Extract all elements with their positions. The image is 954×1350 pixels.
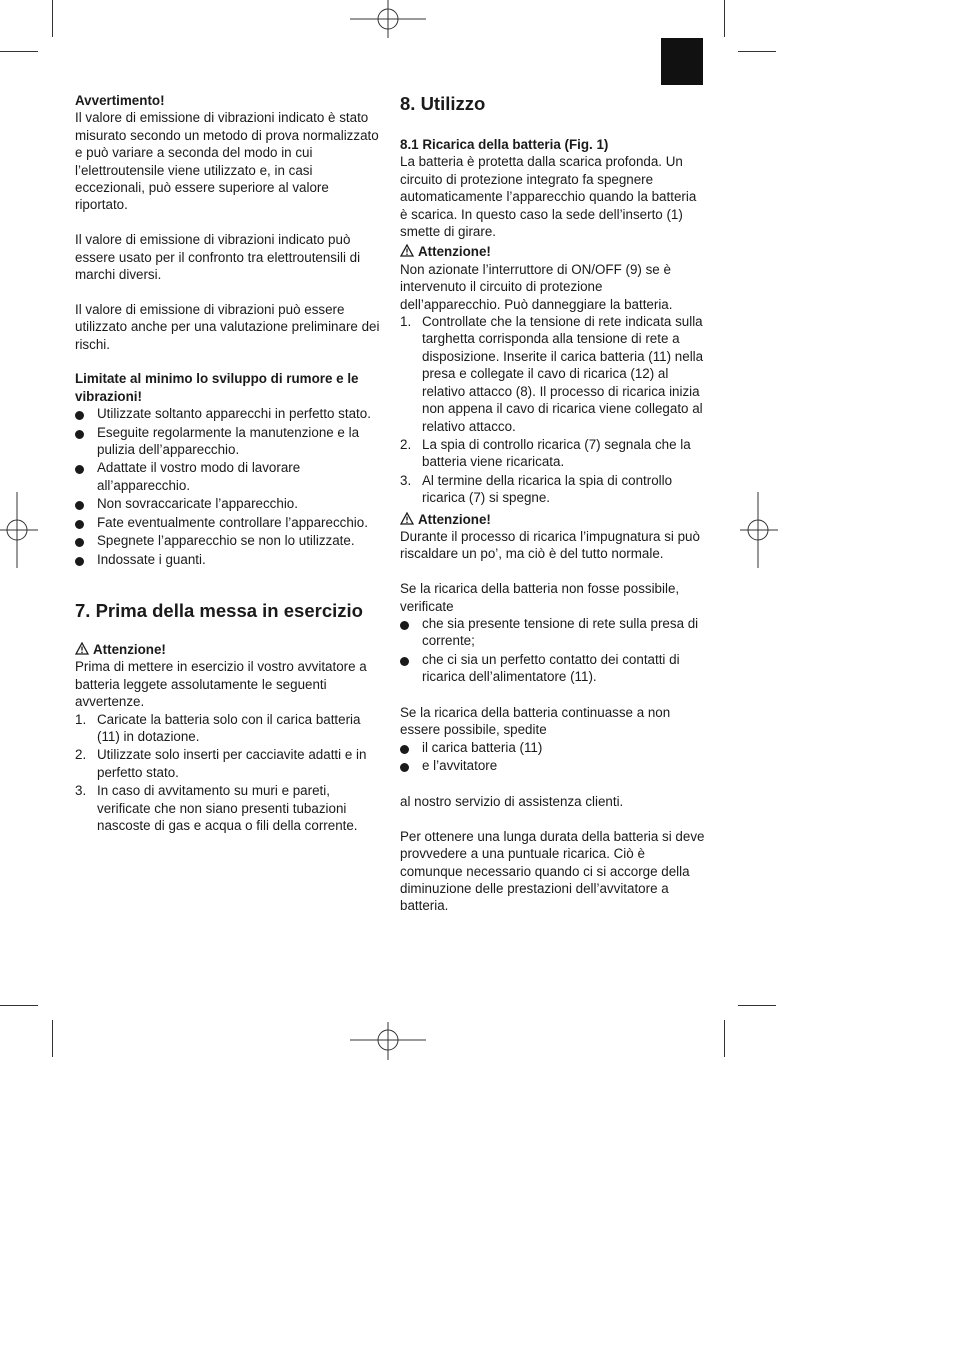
registration-mark-icon: [348, 1020, 428, 1060]
list-item: 2. La spia di controllo ricarica (7) segnala che la batteria viene ricaricata.: [400, 436, 691, 470]
bullet-icon: [75, 520, 84, 529]
send-list: [400, 739, 705, 775]
bullet-icon: [75, 538, 84, 547]
list-item: 2. Utilizzate solo inserti per cacciavite adatti e in perfetto stato.: [75, 747, 367, 780]
paragraph: Il valore di emissione di vibrazioni indicato può essere usato per il confronto tra elettroutensili di marchi diversi.: [75, 232, 361, 283]
warning-triangle-icon: [400, 512, 414, 525]
registration-mark-icon: [738, 490, 778, 570]
warning-triangle-icon: [75, 642, 89, 655]
right-column: [400, 92, 705, 915]
list-item: 3. Al termine della ricarica la spia di controllo ricarica (7) si spegne.: [400, 472, 673, 506]
crop-mark: [724, 1020, 725, 1057]
registration-mark-icon: [0, 490, 40, 570]
crop-mark: [52, 0, 53, 37]
crop-mark: [738, 51, 776, 52]
noise-heading: Limitate al minimo lo sviluppo di rumore e le vibrazioni!: [75, 371, 359, 404]
bullet-icon: [75, 465, 84, 474]
list-item: che sia presente tensione di rete sulla presa di corrente;: [400, 615, 705, 650]
list-item: Eseguite regolarmente la manutenzione e la pulizia dell’apparecchio.: [75, 424, 380, 459]
bullet-icon: [75, 501, 84, 510]
paragraph: Non azionate l’interruttore di ON/OFF (9) se è intervenuto il circuito di protezione dell’apparecchio. Può danneggiare la batteria.: [400, 261, 673, 312]
list-item: e l’avvitatore: [400, 757, 705, 774]
language-tab-block: [661, 38, 703, 85]
warning-heading: Avvertimento!: [75, 93, 165, 108]
crop-mark: [0, 51, 38, 52]
check-list: [400, 615, 705, 686]
paragraph: La batteria è protetta dalla scarica profonda. Un circuito di protezione integrato fa spegnere automaticamente l’apparecchio quando la batteria è scarica. In questo caso la sede dell’inserto (1) smette di girare.: [400, 154, 697, 240]
paragraph: Prima di mettere in esercizio il vostro avvitatore a batteria leggete assolutamente le seguenti avvertenze.: [75, 659, 367, 710]
bullet-icon: [400, 763, 409, 772]
paragraph: Il valore di emissione di vibrazioni può essere utilizzato anche per una valutazione preliminare dei rischi.: [75, 301, 380, 352]
bullet-icon: [75, 411, 84, 420]
bullet-icon: [75, 557, 84, 566]
numbered-list: [75, 711, 380, 835]
crop-mark: [738, 1005, 776, 1006]
list-item: che ci sia un perfetto contatto dei contatti di ricarica dell’alimentatore (11).: [400, 651, 705, 686]
bullet-icon: [400, 657, 409, 666]
crop-mark: [52, 1020, 53, 1057]
bullet-icon: [400, 621, 409, 630]
list-item: Non sovraccaricate l’apparecchio.: [75, 495, 380, 512]
list-item: il carica batteria (11): [400, 739, 705, 756]
left-column: [75, 92, 380, 835]
paragraph: Il valore di emissione di vibrazioni indicato è stato misurato secondo un metodo di prova normalizzato e può variare a seconda del modo in cui l’elettroutensile viene utilizzato e, in casi eccezionali, può essere superiore al valore riportato.: [75, 110, 379, 213]
attention-label: Attenzione!: [400, 243, 705, 260]
paragraph: Per ottenere una lunga durata della batteria si deve provvedere a una puntuale ricarica. Ciò è comunque necessario quando ci si accorge della diminuzione delle prestazioni dell’avvitatore a batteria.: [400, 828, 705, 914]
bullet-icon: [400, 745, 409, 754]
list-item: Fate eventualmente controllare l’apparecchio.: [75, 514, 380, 531]
list-item: Spegnete l’apparecchio se non lo utilizzate.: [75, 532, 380, 549]
section-7-title: 7. Prima della messa in esercizio: [75, 599, 363, 621]
list-item: Utilizzate soltanto apparecchi in perfetto stato.: [75, 405, 380, 422]
numbered-list: [400, 313, 705, 506]
vibration-tips-list: [75, 405, 380, 568]
subsection-8-1-title: 8.1 Ricarica della batteria (Fig. 1): [400, 137, 609, 152]
crop-mark: [724, 0, 725, 37]
list-item: Adattate il vostro modo di lavorare all’apparecchio.: [75, 459, 380, 494]
list-item: 1. Controllate che la tensione di rete indicata sulla targhetta corrisponda alla tensione di rete a disposizione. Inserite il carica batteria (11) nella presa e collegate il cavo di ricarica (12) al relativo attacco (8). Il processo di ricarica inizia non appena il cavo di ricarica viene collegato al relativo attacco.: [400, 314, 704, 434]
attention-label: Attenzione!: [75, 641, 380, 658]
list-item: 1. Caricate la batteria solo con il carica batteria (11) in dotazione.: [75, 711, 361, 744]
list-item: 3. In caso di avvitamento su muri e pareti, verificate che non siano presenti tubazioni nascoste di gas e acqua o fili della corrente.: [75, 783, 358, 833]
crop-mark: [0, 1005, 38, 1006]
section-8-title: 8. Utilizzo: [400, 93, 486, 114]
paragraph: Se la ricarica della batteria continuasse a non essere possibile, spedite: [400, 704, 671, 738]
warning-triangle-icon: [400, 244, 414, 257]
list-item: Indossate i guanti.: [75, 551, 380, 568]
paragraph: al nostro servizio di assistenza clienti.: [400, 793, 624, 809]
paragraph: Durante il processo di ricarica l’impugnatura si può riscaldare un po’, ma ciò è del tutto normale.: [400, 528, 700, 562]
registration-mark-icon: [348, 0, 428, 40]
attention-label: Attenzione!: [400, 511, 705, 528]
bullet-icon: [75, 430, 84, 439]
paragraph: Se la ricarica della batteria non fosse possibile, verificate: [400, 581, 680, 614]
